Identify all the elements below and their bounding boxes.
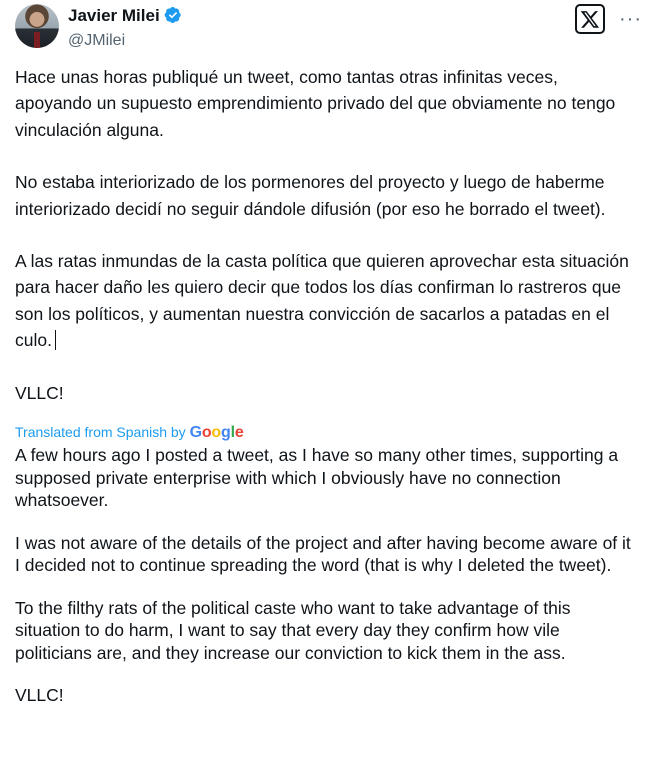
author-display-name[interactable]: Javier Milei <box>68 6 160 25</box>
translated-text <box>15 444 635 707</box>
google-logo: Google <box>189 424 244 442</box>
translation-label: Translated from Spanish by <box>15 424 186 441</box>
x-logo-icon[interactable] <box>575 4 605 34</box>
original-paragraph <box>15 248 635 354</box>
translated-paragraph: I was not aware of the details of the project and after having become aware of it I decided not to continue spreading the word (that is why I deleted the tweet). <box>15 532 631 576</box>
translated-paragraph: VLLC! <box>15 685 64 706</box>
avatar[interactable] <box>15 4 59 48</box>
avatar-tie <box>34 32 40 48</box>
author-block <box>68 6 182 52</box>
translated-paragraph: A few hours ago I posted a tweet, as I have so many other times, supporting a supposed private enterprise with which I obviously have no connection whatsoever. <box>15 445 619 511</box>
tweet-header <box>15 4 640 50</box>
translation-attribution[interactable] <box>15 423 635 442</box>
more-options-icon[interactable]: ··· <box>619 8 642 30</box>
original-paragraph: No estaba interiorizado de los pormenores del proyecto y luego de haberme interiorizado decidí no seguir dándole difusión (por eso he borrado el tweet). <box>15 172 606 219</box>
original-paragraph-text: A las ratas inmundas de la casta política que quieren aprovechar esta situación para hacer daño les quiero decir que todos los días confirman lo rastreros que son los políticos, y aumentan nuestra convicción de sacarlos a patadas en el culo. <box>15 251 629 351</box>
translated-paragraph: To the filthy rats of the political caste who want to take advantage of this situation to do harm, I want to say that every day they confirm how vile politicians are, and they increase our conviction to kick them in the ass. <box>15 597 571 663</box>
original-text <box>15 64 635 406</box>
author-handle[interactable]: @JMilei <box>68 32 126 49</box>
text-cursor <box>55 330 56 350</box>
original-paragraph: Hace unas horas publiqué un tweet, como tantas otras infinitas veces, apoyando un supuesto emprendimiento privado del que obviamente no tengo vinculación alguna. <box>15 67 616 140</box>
verified-badge-icon <box>164 6 182 29</box>
original-paragraph: VLLC! <box>15 382 64 403</box>
tweet-body <box>15 64 635 727</box>
